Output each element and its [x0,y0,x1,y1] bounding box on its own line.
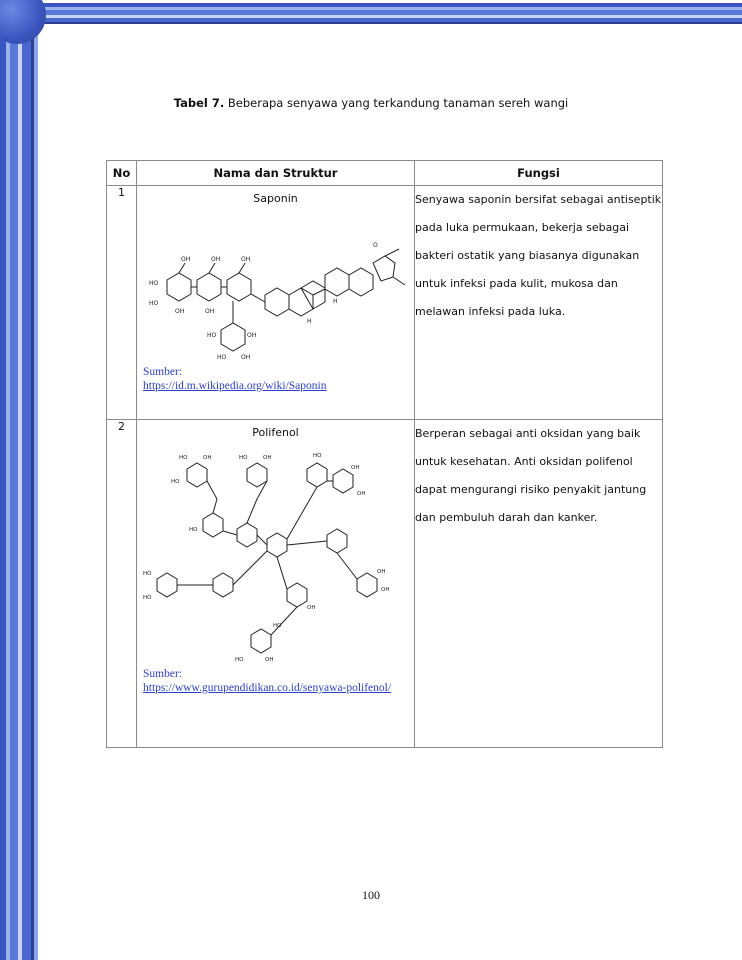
svg-text:HO: HO [239,455,248,461]
svg-text:OH: OH [351,465,360,471]
svg-text:OH: OH [357,491,366,497]
structure-cell [137,186,415,420]
compound-table [106,160,663,748]
svg-text:O: O [373,242,378,249]
compound-name: Polifenol [252,426,299,439]
top-border-band [0,0,742,26]
svg-text:HO: HO [313,453,322,459]
svg-text:HO: HO [235,657,244,663]
structure-cell [137,420,415,748]
header-function: Fungsi [415,161,663,186]
row-number: 2 [107,420,137,748]
left-border-band [0,0,40,960]
svg-text:H: H [333,298,338,305]
svg-text:OH: OH [265,657,274,663]
source-label: Sumber: [143,366,182,378]
svg-text:HO: HO [143,595,152,601]
svg-text:OH: OH [211,256,221,263]
svg-text:OH: OH [205,308,215,315]
svg-text:HO: HO [189,527,198,533]
table-caption [0,96,742,110]
source-citation [137,667,414,695]
svg-text:HO: HO [207,332,217,339]
caption-text: Beberapa senyawa yang terkandung tanaman sereh wangi [227,96,569,110]
function-text: Berperan sebagai anti oksidan yang baik untuk kesehatan. Anti oksidan polifenol dapat mengurangi risiko penyakit jantung dan pembuluh darah dan kanker. [415,420,663,748]
caption-label: Tabel 7. [173,96,225,110]
svg-text:OH: OH [381,587,390,593]
svg-text:HO: HO [149,280,159,287]
page-number: 100 [362,888,380,902]
svg-text:HO: HO [143,571,152,577]
svg-text:OH: OH [241,256,251,263]
source-citation [137,365,414,393]
polyphenol-structure-image [137,439,413,667]
table-row [107,186,663,420]
table-row [107,420,663,748]
svg-text:OH: OH [175,308,185,315]
svg-text:OH: OH [181,256,191,263]
svg-text:HO: HO [217,354,227,361]
source-label: Sumber: [143,668,182,680]
header-no: No [107,161,137,186]
function-text: Senyawa saponin bersifat sebagai antiseptik pada luka permukaan, bekerja sebagai bakteri ostatik yang biasanya digunakan untuk infeksi pada kulit, mukosa dan melawan infeksi pada luka. [415,186,663,420]
table-header-row [107,161,663,186]
header-name-structure: Nama dan Struktur [137,161,415,186]
svg-text:HO: HO [171,479,180,485]
svg-text:HO: HO [149,300,159,307]
svg-text:OH: OH [203,455,212,461]
row-number: 1 [107,186,137,420]
compound-name: Saponin [253,192,298,205]
svg-text:OH: OH [247,332,257,339]
source-link[interactable]: https://www.gurupendidikan.co.id/senyawa-polifenol/ [143,682,392,694]
svg-text:OH: OH [263,455,272,461]
source-link[interactable]: https://id.m.wikipedia.org/wiki/Saponin [143,380,327,392]
svg-text:H: H [307,318,312,325]
svg-text:OH: OH [307,605,316,611]
saponin-structure-image [137,205,413,365]
svg-text:HO: HO [273,623,282,629]
svg-text:OH: OH [377,569,386,575]
svg-text:OH: OH [241,354,251,361]
svg-text:HO: HO [179,455,188,461]
